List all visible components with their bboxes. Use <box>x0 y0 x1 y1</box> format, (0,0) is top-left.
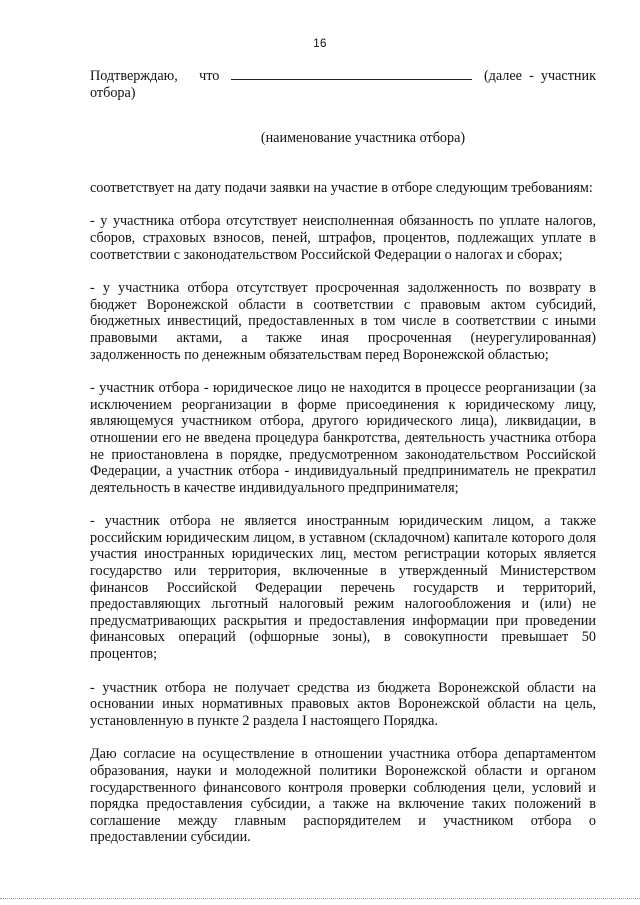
paragraph-taxes: - у участника отбора отсутствует неисполненная обязанность по уплате налогов, сборов, страховых взносов, пеней, штрафов, процентов, подлежащих уплате в соответствии с законодательством Российской Федерации о налогах и сборах; <box>90 213 596 263</box>
page-bottom-rule <box>0 898 640 899</box>
participant-name-blank <box>231 67 472 80</box>
paragraph-foreign-entity: - участник отбора не является иностранным юридическим лицом, а также российским юридическим лицом, в уставном (складочном) капитале которого доля участия иностранных юридических лиц, местом регистрации которых является государство или территория, включенные в утвержденный Министерством финансов Российской Федерации перечень государств и территорий, предоставляющих льготный налоговый режим налогообложения и (или) не предусматривающих раскрытия и предоставления информации при проведении финансовых операций (офшорные зоны), в совокупности превышает 50 процентов; <box>90 513 596 663</box>
confirmation-after: (далее - участник <box>483 68 596 84</box>
confirmation-line-2: отбора) <box>90 84 136 101</box>
page-number: 16 <box>313 38 327 50</box>
paragraph-reorganization: - участник отбора - юридическое лицо не находится в процессе реорганизации (за исключением реорганизации в форме присоединения к юридическому лицу, являющемуся участником отбора, другого юридического лица), ликвидации, в отношении его не введена процедура банкротства, деятельность участника отбора не приостановлена в порядке, предусмотренном законодательством Российской Федерации, а участник отбора - индивидуальный предприниматель не прекратил деятельность в качестве индивидуального предпринимателя; <box>90 380 596 496</box>
paragraph-budget-funds: - участник отбора не получает средства из бюджета Воронежской области на основании иных нормативных правовых актов Воронежской области на цель, установленную в пункте 2 раздела I настоящего Порядка. <box>90 679 596 729</box>
paragraph-consent: Даю согласие на осуществление в отношении участника отбора департаментом образования, науки и молодежной политики Воронежской области и органом государственного финансового контроля проверки соблюдения цели, условий и порядка предоставления субсидии, а также на включение таких положений в соглашение между главным распорядителем и участником отбора о предоставлении субсидии. <box>90 746 596 846</box>
paragraph-debt: - у участника отбора отсутствует просроченная задолженность по возврату в бюджет Воронежской области в соответствии с правовым актом субсидий, бюджетных инвестиций, предоставленных в том числе в соответствии с иными правовыми актами, а также иная просроченная (неурегулированная) задолженность по денежным обязательствам перед Воронежской областью; <box>90 280 596 363</box>
document-body <box>90 67 596 846</box>
confirmation-label: Подтверждаю, что <box>90 68 220 84</box>
blank-caption: (наименование участника отбора) <box>260 130 466 147</box>
confirmation-line <box>90 67 596 85</box>
paragraph-intro: соответствует на дату подачи заявки на участие в отборе следующим требованиям: <box>90 179 593 196</box>
